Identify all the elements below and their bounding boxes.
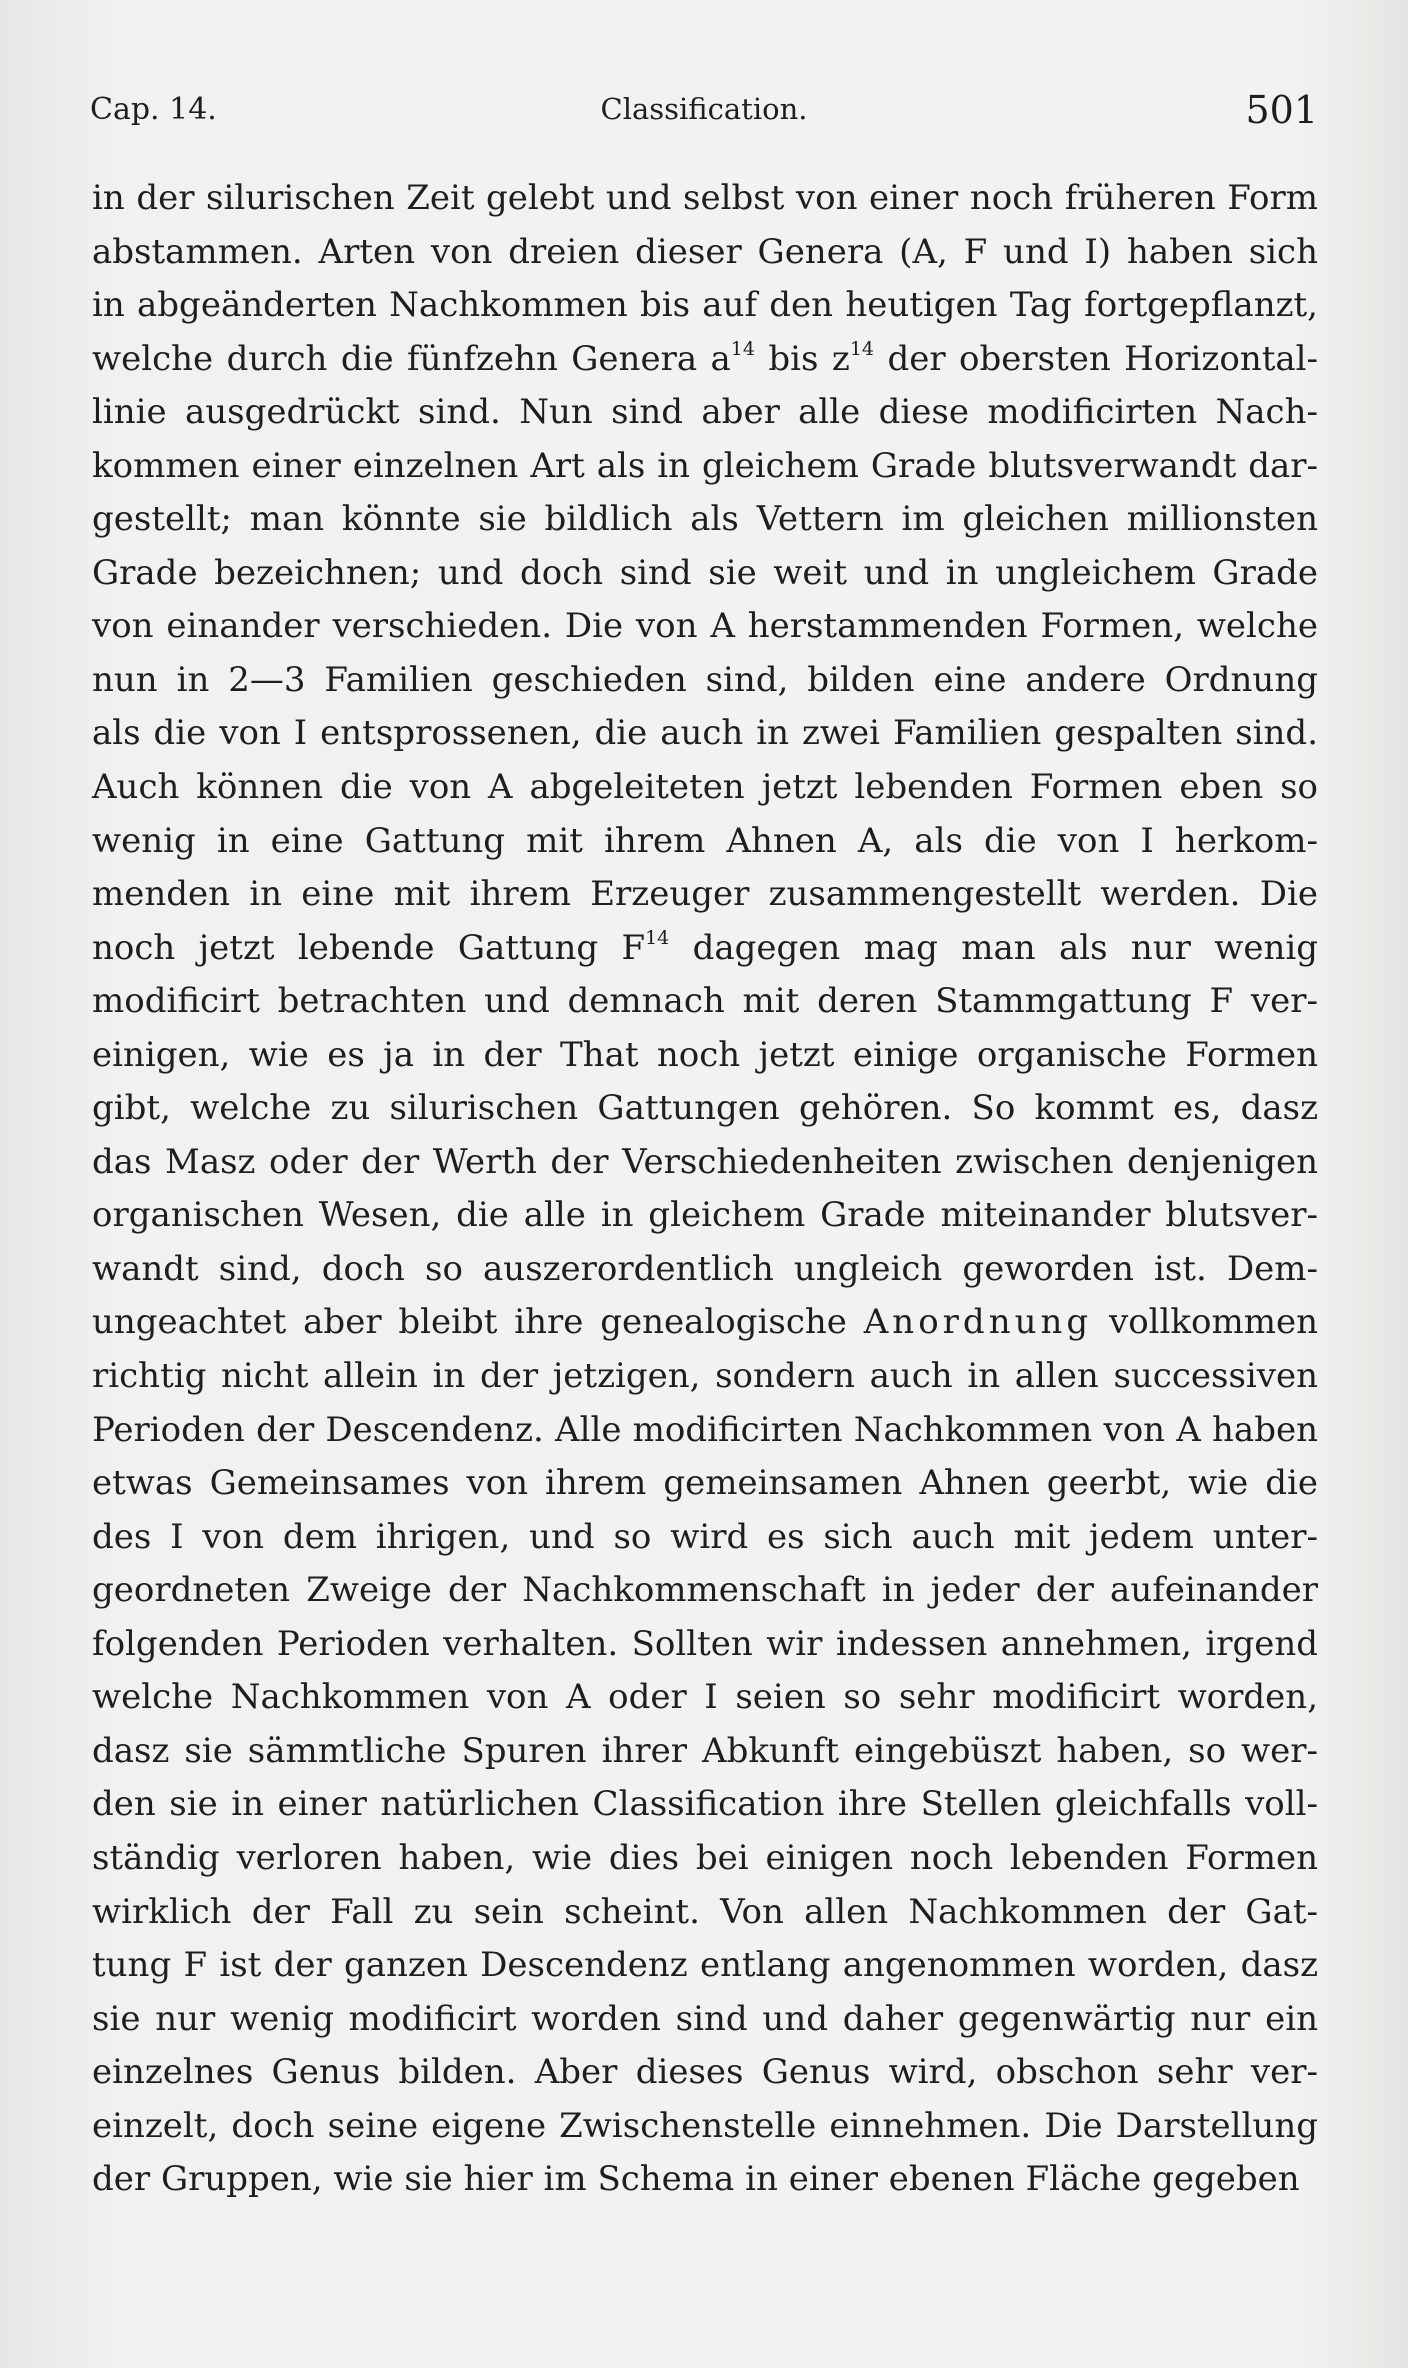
- text-line: etwas Gemeinsames von ihrem gemeinsamen Ahnen geerbt, wie die: [92, 1463, 1318, 1504]
- text-line: welche durch die fünfzehn Genera $a^{14}$ bis $z^{14}$ der obersten Horizontal-: [92, 337, 1319, 379]
- text-line: kommen einer einzelnen Art als in gleichem Grade blutsverwandt dar-: [92, 445, 1318, 486]
- text-line: wenig in eine Gattung mit ihrem Ahnen A, als die von I herkom-: [92, 820, 1318, 861]
- text-line: modificirt betrachten und demnach mit deren Stammgattung F ver-: [92, 981, 1318, 1022]
- chapter-label: Cap. 14.: [90, 92, 217, 127]
- text-line: Auch können die von A abgeleiteten jetzt lebenden Formen eben so: [92, 767, 1318, 808]
- text-line: als die von I entsprossenen, die auch in zwei Familien gespalten sind.: [92, 713, 1318, 754]
- running-title: Classification.: [600, 92, 808, 126]
- text-line: richtig nicht allein in der jetzigen, sondern auch in allen successiven: [92, 1356, 1318, 1397]
- text-line: linie ausgedrückt sind. Nun sind aber alle diese modificirten Nach-: [92, 392, 1318, 433]
- text-line: einzelnes Genus bilden. Aber dieses Genus wird, obschon sehr ver-: [92, 2052, 1318, 2093]
- text-line: organischen Wesen, die alle in gleichem Grade miteinander blutsver-: [92, 1195, 1318, 1236]
- text-line: welche Nachkommen von A oder I seien so sehr modificirt worden,: [92, 1677, 1318, 1718]
- text-line: sie nur wenig modificirt worden sind und daher gegenwärtig nur ein: [92, 1998, 1318, 2039]
- text-line: tung F ist der ganzen Descendenz entlang angenommen worden, dasz: [92, 1945, 1318, 1986]
- text-line: nun in 2—3 Familien geschieden sind, bilden eine andere Ordnung: [92, 659, 1318, 700]
- text-line: menden in eine mit ihrem Erzeuger zusammengestellt werden. Die: [92, 874, 1318, 915]
- text-line: gibt, welche zu silurischen Gattungen gehören. So kommt es, dasz: [92, 1088, 1318, 1129]
- running-header: [90, 88, 1318, 140]
- text-line: in abgeänderten Nachkommen bis auf den heutigen Tag fortgepflanzt,: [92, 285, 1318, 326]
- text-line: das Masz oder der Werth der Verschiedenheiten zwischen denjenigen: [92, 1141, 1318, 1182]
- text-line: von einander verschieden. Die von A herstammenden Formen, welche: [92, 606, 1318, 647]
- text-line: geordneten Zweige der Nachkommenschaft in jeder der aufeinander: [92, 1570, 1318, 1611]
- body-text: [92, 172, 1318, 2207]
- text-line: Perioden der Descendenz. Alle modificirten Nachkommen von A haben: [92, 1409, 1318, 1450]
- text-line: Grade bezeichnen; und doch sind sie weit und in ungleichem Grade: [92, 552, 1318, 593]
- text-line: gestellt; man könnte sie bildlich als Vettern im gleichen millionsten: [92, 499, 1318, 540]
- text-line: des I von dem ihrigen, und so wird es sich auch mit jedem unter-: [92, 1516, 1318, 1557]
- page-number: 501: [1245, 88, 1318, 132]
- text-line: einzelt, doch seine eigene Zwischenstelle einnehmen. Die Darstellung: [92, 2105, 1318, 2146]
- text-line: der Gruppen, wie sie hier im Schema in einer ebenen Fläche gegeben: [92, 2159, 1300, 2200]
- text-line: wandt sind, doch so auszerordentlich ungleich geworden ist. Dem-: [92, 1248, 1318, 1289]
- text-line: dasz sie sämmtliche Spuren ihrer Abkunft eingebüszt haben, so wer-: [92, 1730, 1318, 1771]
- text-line: noch jetzt lebende Gattung $F^{14}$ dagegen mag man als nur wenig: [92, 926, 1318, 968]
- text-line: wirklich der Fall zu sein scheint. Von allen Nachkommen der Gat-: [92, 1891, 1318, 1932]
- text-line: den sie in einer natürlichen Classification ihre Stellen gleichfalls voll-: [92, 1784, 1318, 1825]
- text-line: einigen, wie es ja in der That noch jetzt einige organische Formen: [92, 1034, 1318, 1075]
- text-line: abstammen. Arten von dreien dieser Genera (A, F und I) haben sich: [92, 231, 1318, 272]
- text-line: ungeachtet aber bleibt ihre genealogische Anordnung vollkommen: [92, 1302, 1318, 1343]
- text-line: ständig verloren haben, wie dies bei einigen noch lebenden Formen: [92, 1837, 1318, 1878]
- text-line: in der silurischen Zeit gelebt und selbst von einer noch früheren Form: [92, 178, 1318, 218]
- text-line: folgenden Perioden verhalten. Sollten wir indessen annehmen, irgend: [92, 1623, 1318, 1664]
